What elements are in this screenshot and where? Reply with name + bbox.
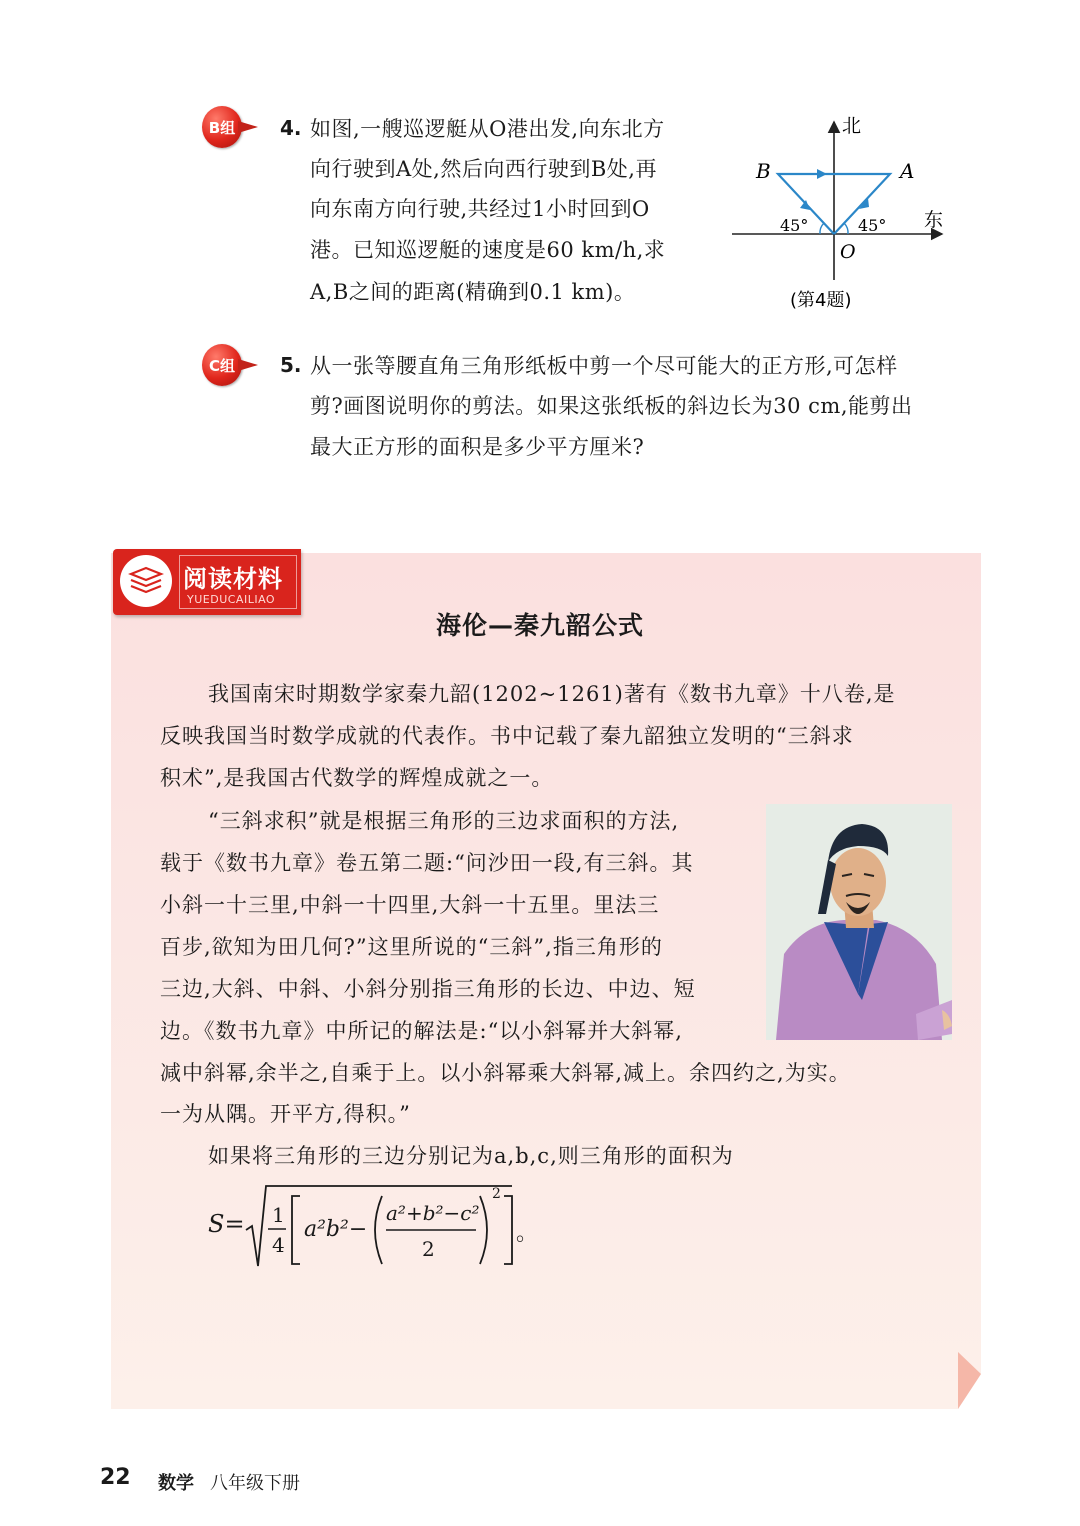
page-curl bbox=[958, 1352, 981, 1409]
reading-text-line: 边。《数书九章》中所记的解法是:“以小斜幂并大斜幂, bbox=[160, 1019, 683, 1043]
question-text-line: 最大正方形的面积是多少平方厘米? bbox=[310, 435, 645, 459]
formula-frac-den: 4 bbox=[272, 1233, 285, 1257]
route-arrow-northeast bbox=[859, 198, 869, 209]
reading-text-line: 反映我国当时数学成就的代表作。书中记载了秦九韶独立发明的“三斜求 bbox=[160, 724, 854, 748]
north-label: 北 bbox=[842, 115, 862, 137]
formula-inner-num: a²+b²−c² bbox=[386, 1201, 480, 1225]
reading-text-line: 一为从隅。开平方,得积。” bbox=[160, 1102, 411, 1126]
formula-power: 2 bbox=[492, 1186, 501, 1202]
question-text-line: 向行驶到A处,然后向西行驶到B处,再 bbox=[310, 157, 657, 181]
point-b-label: B bbox=[756, 159, 771, 183]
reading-tag-title: 阅读材料 bbox=[183, 565, 283, 593]
reading-tag-subtitle: YUEDUCAILIAO bbox=[187, 593, 276, 606]
question-number: 5. bbox=[280, 353, 302, 377]
route-arrow-southeast bbox=[800, 200, 810, 210]
question-text-line: 剪?画图说明你的剪法。如果这张纸板的斜边长为30 cm,能剪出 bbox=[310, 394, 913, 418]
reading-text-line: 减中斜幂,余半之,自乘于上。以小斜幂乘大斜幂,减上。余四约之,为实。 bbox=[160, 1061, 851, 1085]
angle-arc-left bbox=[820, 223, 824, 234]
point-a-label: A bbox=[900, 159, 915, 183]
right-bracket bbox=[504, 1196, 512, 1264]
angle-label-right: 45° bbox=[858, 216, 887, 235]
question-number: 4. bbox=[280, 116, 302, 140]
qin-jiushao-portrait bbox=[766, 804, 952, 1040]
page-number: 22 bbox=[100, 1465, 131, 1490]
route-arrow-west bbox=[817, 169, 827, 179]
question-text-line: 从一张等腰直角三角形纸板中剪一个尽可能大的正方形,可怎样 bbox=[310, 354, 898, 378]
left-bracket bbox=[292, 1196, 300, 1264]
formula-frac-num: 1 bbox=[272, 1203, 285, 1227]
reading-title: 海伦—秦九韶公式 bbox=[435, 611, 644, 640]
reading-text-line: 载于《数书九章》卷五第二题:“问沙田一段,有三斜。其 bbox=[160, 851, 694, 875]
question-text-line: 向东南方向行驶,共经过1小时回到O bbox=[310, 197, 650, 221]
question-text-line: 港。已知巡逻艇的速度是60 km/h,求 bbox=[310, 238, 666, 262]
formula-lhs: S= bbox=[208, 1210, 245, 1238]
reading-text-line: 三边,大斜、中斜、小斜分别指三角形的长边、中边、短 bbox=[160, 977, 696, 1001]
angle-arc-right bbox=[844, 223, 848, 234]
angle-label-left: 45° bbox=[780, 216, 809, 235]
reading-text-line: 小斜一十三里,中斜一十四里,大斜一十五里。里法三 bbox=[160, 893, 660, 917]
navigation-diagram bbox=[728, 110, 950, 320]
reading-text-line: 我国南宋时期数学家秦九韶(1202~1261)著有《数书九章》十八卷,是 bbox=[208, 682, 896, 706]
footer-grade: 八年级下册 bbox=[210, 1473, 300, 1494]
question-text-line: A,B之间的距离(精确到0.1 km)。 bbox=[310, 280, 636, 304]
books-icon bbox=[127, 564, 165, 598]
east-label: 东 bbox=[924, 209, 944, 231]
heron-qin-formula bbox=[208, 1180, 548, 1276]
figure-caption: (第4题) bbox=[790, 290, 852, 311]
formula-inner-den: 2 bbox=[422, 1237, 435, 1261]
point-o-label: O bbox=[840, 241, 856, 263]
formula-term: a²b²− bbox=[304, 1217, 368, 1242]
footer-subject: 数学 bbox=[158, 1473, 194, 1494]
group-badge-c: C组 bbox=[202, 344, 258, 386]
left-paren bbox=[375, 1196, 382, 1264]
right-paren bbox=[480, 1196, 487, 1264]
reading-text-line: 如果将三角形的三边分别记为a,b,c,则三角形的面积为 bbox=[208, 1144, 734, 1168]
question-text-line: 如图,一艘巡逻艇从O港出发,向东北方 bbox=[310, 117, 665, 141]
reading-text-line: 百步,欲知为田几何?”这里所说的“三斜”,指三角形的 bbox=[160, 935, 663, 959]
reading-text-line: 积术”,是我国古代数学的辉煌成就之一。 bbox=[160, 766, 554, 790]
formula-end: 。 bbox=[516, 1221, 539, 1246]
group-badge-b: B组 bbox=[202, 106, 258, 148]
reading-text-line: “三斜求积”就是根据三角形的三边求面积的方法, bbox=[208, 809, 680, 833]
